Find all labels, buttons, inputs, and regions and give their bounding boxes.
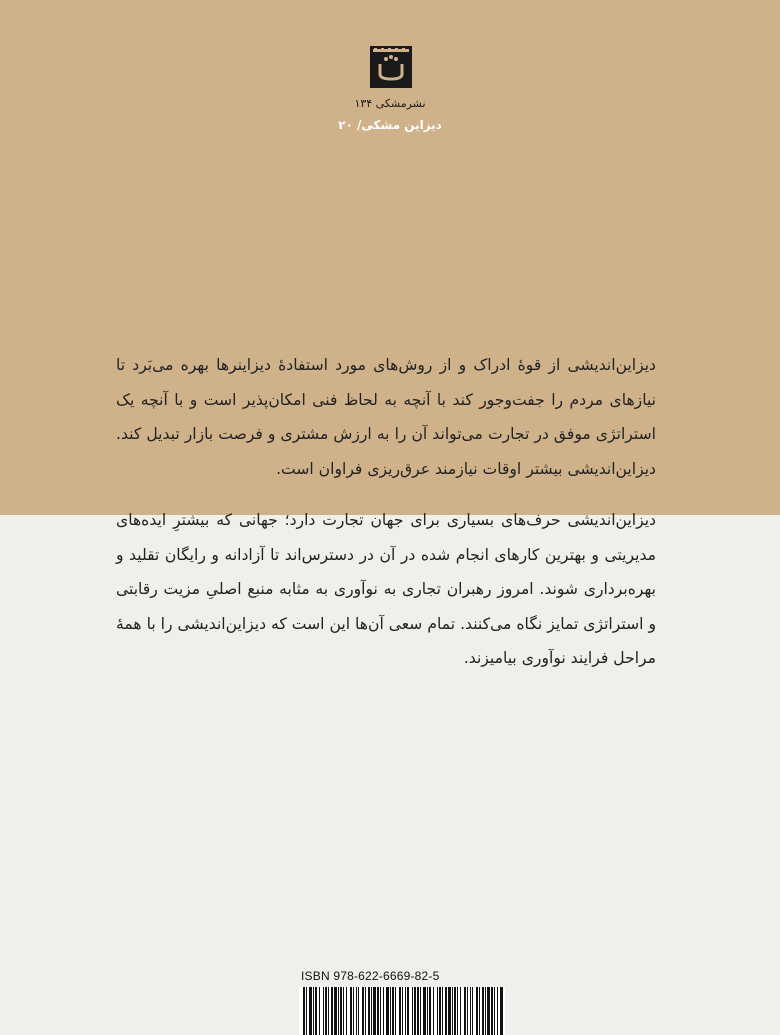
barcode-bar [407,987,409,1035]
barcode-bar [494,987,495,1035]
barcode-bar [417,987,419,1035]
barcode-bar [350,987,352,1035]
barcode-bar [315,987,317,1035]
barcode-bar [362,987,364,1035]
isbn-label: ISBN 978-622-6669-82-5 [301,969,440,983]
barcode-bar [472,987,473,1035]
barcode-bar [460,987,461,1035]
barcode-bar [395,987,396,1035]
barcode-bar [414,987,416,1035]
barcode-bar [420,987,421,1035]
barcode-bar [356,987,357,1035]
barcode-bar [429,987,431,1035]
barcode-bar [439,987,441,1035]
publisher-collection-line: دیزاین مشکی/ ۲۰ [338,118,442,132]
barcode-bar [334,987,337,1035]
barcode-bar [386,987,389,1035]
barcode-bar [448,987,451,1035]
publisher-logo-icon [370,46,412,88]
barcode-bar [325,987,327,1035]
barcode-bar [437,987,438,1035]
barcode-bar [383,987,384,1035]
barcode-bar [427,987,428,1035]
barcode-bar [405,987,406,1035]
barcode-bar [497,987,498,1035]
publisher-series-line: نشرمشکی ۱۳۴ [354,97,426,110]
barcode-bar [368,987,370,1035]
barcode-bar [343,987,344,1035]
barcode-bar [470,987,471,1035]
barcode-bar [319,987,320,1035]
barcode-bar [340,987,342,1035]
barcode-bar [358,987,359,1035]
barcode-bar [402,987,403,1035]
barcode-bar [313,987,314,1035]
isbn-barcode [299,987,505,1035]
barcode-bar [373,987,376,1035]
barcode-bar [338,987,339,1035]
barcode-bar [485,987,486,1035]
barcode-bar [390,987,391,1035]
barcode-bar [306,987,307,1035]
barcode-bar [454,987,456,1035]
barcode-bar [445,987,447,1035]
barcode-bar [464,987,466,1035]
barcode-bar [377,987,379,1035]
barcode-bar [467,987,468,1035]
barcode-bar [353,987,354,1035]
barcode-bar [476,987,478,1035]
barcode-bar [457,987,458,1035]
barcode-bar [491,987,493,1035]
barcode-bar [423,987,426,1035]
barcode-bar [380,987,381,1035]
barcode-bar [412,987,413,1035]
barcode-bar [303,987,305,1035]
barcode-bar [452,987,453,1035]
barcode-bar [433,987,434,1035]
barcode-bar [365,987,366,1035]
barcode-bar [442,987,443,1035]
barcode-bar [331,987,333,1035]
blurb-paragraph-2: دیزاین‌اندیشی حرف‌های بسیاری برای جهان تجارت دارد؛ جهانی که بیشترِ ایده‌های مدیریتی و بهترین کارهای انجام شده در آن در دسترس‌اند تا آزادانه و رایگان تقلید و بهره‌برداری شوند. امروز رهبران تجاری به نوآوری به مثابه منبع اصلیِ مزیت رقابتی و استراتژی تمایز نگاه می‌کنند. تمام سعی آن‌ها این است که دیزاین‌اندیشی را با همهٔ مراحل فرایند نوآوری بیامیزند. [116,511,656,668]
barcode-bar [479,987,480,1035]
barcode-bar [309,987,312,1035]
barcode-bar [482,987,484,1035]
barcode-bar [346,987,347,1035]
barcode-bar [323,987,324,1035]
blurb-paragraph-1: دیزاین‌اندیشی از قوهٔ ادراک و از روش‌های مورد استفادهٔ دیزاینرها بهره می‌بَرد تا نیازهای مردم را جفت‌وجور کند با آنچه به لحاظ فنی امکان‌پذیر است و با آنچه یک استراتژی موفق در تجارت می‌تواند آن را به ارزش مشتری و فرصت بازار تبدیل کند. دیزاین‌اندیشی بیشتر اوقات نیازمند عرق‌ریزی فراوان است. [116,356,656,478]
barcode-bar [328,987,329,1035]
barcode-bar [487,987,490,1035]
barcode-bar [399,987,401,1035]
barcode-bar [371,987,372,1035]
barcode-bar [500,987,503,1035]
barcode-bar [392,987,394,1035]
